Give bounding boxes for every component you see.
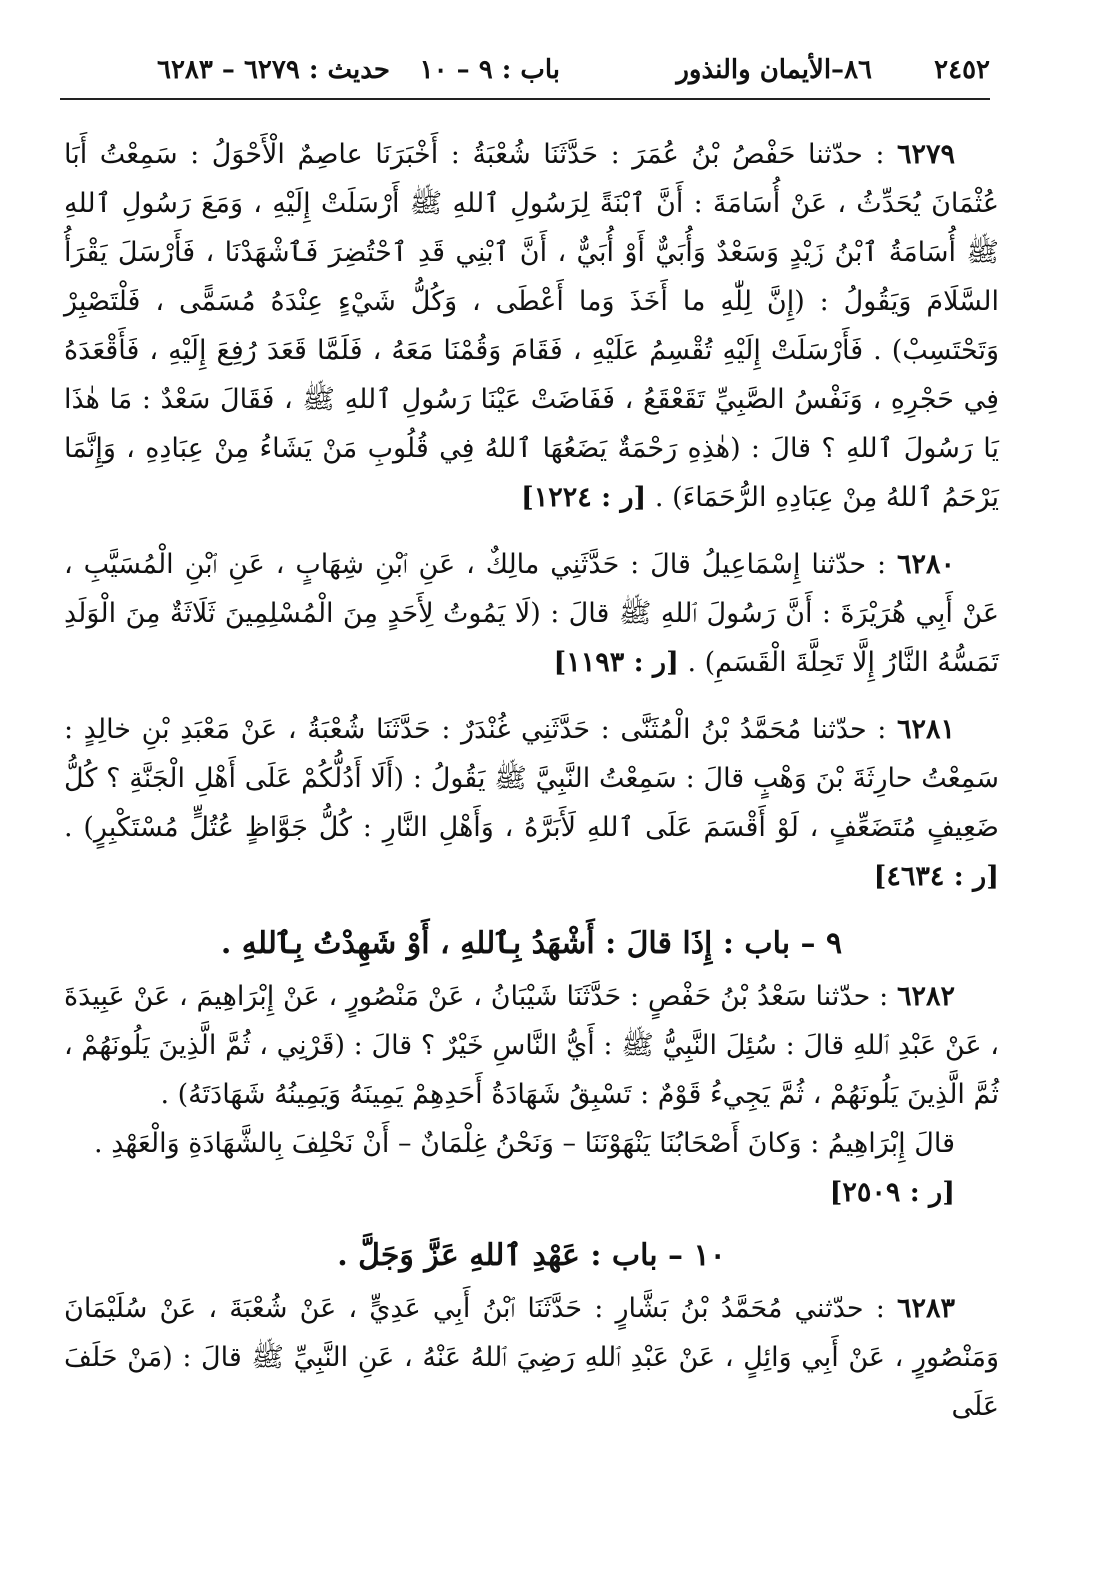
- hadith-number: ٦٢٨٣: [896, 1293, 955, 1324]
- hadith-range: حديث : ٦٢٧٩ – ٦٢٨٣: [156, 55, 390, 85]
- hadith-number: ٦٢٨١: [896, 714, 955, 745]
- hadith-text: : حدّثنا إِسْمَاعِيلُ قالَ : حَدَّثَنِي مالِكٌ ، عَنِ ٱبْنِ شِهَابٍ ، عَنِ ٱبْنِ الْمُسَيَّبِ ، عَنْ أَبِي هُرَيْرَةَ : أَنَّ رَسُولَ ٱللهِ ﷺ قالَ : (لَا يَمُوتُ لِأَحَدٍ مِنَ الْمُسْلِمِينَ ثَلَاثَةٌ مِنَ الْوَلَدِ تَمَسُّهُ النَّارُ إِلَّا تَحِلَّةَ الْقَسَمِ) .: [64, 549, 999, 678]
- bab-range: باب : ٩ – ١٠: [419, 55, 560, 85]
- hadith-6279: [64, 130, 999, 522]
- hadith-number: ٦٢٨٠: [896, 549, 955, 580]
- page-body: [64, 130, 999, 1449]
- running-header: [60, 44, 990, 96]
- header-rule: [60, 98, 990, 100]
- cross-reference: [ر : ١٢٢٤]: [520, 482, 647, 513]
- hadith-text: : حدّثنا حَفْصُ بْنُ عُمَرَ : حَدَّثَنَا شُعْبَةُ : أَخْبَرَنَا عاصِمٌ الْأَحْوَلُ : سَمِعْتُ أَبَا عُثْمَانَ يُحَدِّثُ ، عَنْ أُسَامَةَ : أَنَّ ٱبْنَةً لِرَسُولِ ٱللهِ ﷺ أَرْسَلَتْ إِلَيْهِ ، وَمَعَ رَسُولِ ٱللهِ ﷺ أُسَامَةُ ٱبْنُ زَيْدٍ وَسَعْدٌ وَأُبَيٌّ أَوْ أُبَيٌّ ، أَنَّ ٱبْنِي قَدِ ٱحْتُضِرَ فَٱشْهَدْنَا ، فَأَرْسَلَ يَقْرَأُ السَّلَامَ وَيَقُولُ : (إِنَّ لِلّٰهِ ما أَخَذَ وَما أَعْطَى ، وَكُلُّ شَيْءٍ عِنْدَهُ مُسَمًّى ، فَلْتَصْبِرْ وَتَحْتَسِبْ) . فَأَرْسَلَتْ إِلَيْهِ تُقْسِمُ عَلَيْهِ ، فَقَامَ وَقُمْنَا مَعَهُ ، فَلَمَّا قَعَدَ رُفِعَ إِلَيْهِ ، فَأَقْعَدَهُ فِي حَجْرِهِ ، وَنَفْسُ الصَّبِيِّ تَقَعْقَعُ ، فَفَاضَتْ عَيْنَا رَسُولِ ٱللهِ ﷺ ، فَقَالَ سَعْدٌ : مَا هٰذَا يَا رَسُولَ ٱللهِ ؟ قالَ : (هٰذِهِ رَحْمَةٌ يَضَعُهَا ٱللهُ فِي قُلُوبِ مَنْ يَشَاءُ مِنْ عِبَادِهِ ، وَإِنَّمَا يَرْحَمُ ٱللهُ مِنْ عِبَادِهِ الرُّحَمَاءَ) .: [64, 139, 999, 513]
- hadith-6283: [64, 1284, 999, 1431]
- cross-reference: [ر : ٢٥٠٩]: [829, 1177, 955, 1208]
- chapter-heading-10: ١٠ – باب : عَهْدِ ٱللهِ عَزَّ وَجَلَّ .: [337, 1238, 726, 1273]
- hadith-6281: [64, 705, 999, 901]
- hadith-number: ٦٢٧٩: [896, 139, 955, 170]
- cross-reference: [ر : ٤٦٣٤]: [873, 861, 999, 892]
- hadith-text: : حدّثنا مُحَمَّدُ بْنُ الْمُثَنَّى : حَدَّثَنِي غُنْدَرٌ : حَدَّثَنَا شُعْبَةُ ، عَنْ مَعْبَدِ بْنِ خالِدٍ : سَمِعْتُ حارِثَةَ بْنَ وَهْبٍ قالَ : سَمِعْتُ النَّبِيَّ ﷺ يَقُولُ : (أَلَا أَدُلُّكُمْ عَلَى أَهْلِ الْجَنَّةِ ؟ كُلُّ ضَعِيفٍ مُتَضَعِّفٍ ، لَوْ أَقْسَمَ عَلَى ٱللهِ لَأَبَرَّهُ ، وَأَهْلِ النَّارِ : كُلُّ جَوَّاظٍ عُتُلٍّ مُسْتَكْبِرٍ) .: [64, 714, 999, 843]
- hadith-6280: [64, 540, 999, 687]
- hadith-text: : حدّثني مُحَمَّدُ بْنُ بَشَّارٍ : حَدَّثَنَا ٱبْنُ أَبِي عَدِيٍّ ، عَنْ شُعْبَةَ ، عَنْ سُلَيْمَانَ وَمَنْصُورٍ ، عَنْ أَبِي وَائِلٍ ، عَنْ عَبْدِ ٱللهِ رَضِيَ ٱللهُ عَنْهُ ، عَنِ النَّبِيِّ ﷺ قالَ : (مَنْ حَلَفَ عَلَى: [64, 1293, 999, 1422]
- narrator-note: قالَ إِبْرَاهِيمُ : وَكانَ أَصْحَابُنَا يَنْهَوْنَنَا – وَنَحْنُ غِلْمَانٌ – أَنْ نَحْلِفَ بِالشَّهَادَةِ وَالْعَهْدِ .: [94, 1128, 955, 1159]
- book-title: ٨٦–الأيمان والنذور: [676, 55, 872, 85]
- hadith-6282: [64, 972, 999, 1217]
- hadith-number: ٦٢٨٢: [896, 981, 955, 1012]
- page-number: ٢٤٥٢: [934, 55, 990, 85]
- cross-reference: [ر : ١١٩٣]: [553, 647, 679, 678]
- chapter-heading-9: ٩ – باب : إِذَا قالَ : أَشْهَدُ بِٱللهِ ، أَوْ شَهِدْتُ بِٱللهِ .: [220, 926, 843, 961]
- hadith-text: : حدّثنا سَعْدُ بْنُ حَفْصٍ : حَدَّثَنَا شَيْبَانُ ، عَنْ مَنْصُورٍ ، عَنْ إِبْرَاهِيمَ ، عَنْ عَبِيدَةَ ، عَنْ عَبْدِ ٱللهِ قالَ : سُئِلَ النَّبِيُّ ﷺ : أَيُّ النَّاسِ خَيْرٌ ؟ قالَ : (قَرْنِي ، ثُمَّ الَّذِينَ يَلُونَهُمْ ، ثُمَّ الَّذِينَ يَلُونَهُمْ ، ثُمَّ يَجِيءُ قَوْمٌ : تَسْبِقُ شَهَادَةُ أَحَدِهِمْ يَمِينَهُ وَيَمِينُهُ شَهَادَتَهُ) .: [64, 981, 999, 1110]
